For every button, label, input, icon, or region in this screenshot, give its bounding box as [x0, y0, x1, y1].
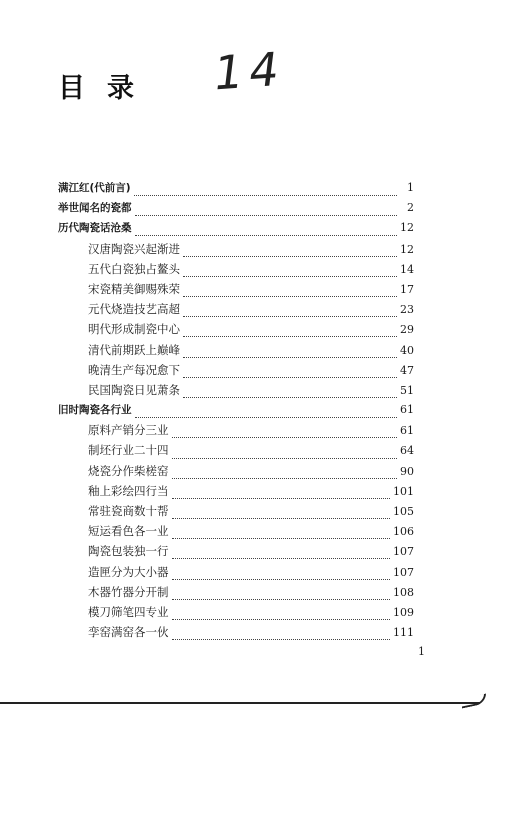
toc-entry-page: 105: [393, 505, 414, 518]
toc-section[interactable]: [58, 461, 414, 481]
toc-leader-dots: [183, 386, 397, 398]
toc-entry-page: 107: [393, 545, 414, 559]
toc-entry-page: 17: [400, 282, 414, 296]
toc-leader-dots: [183, 346, 397, 358]
toc-entry-title: 造匣分为大小器: [88, 564, 169, 579]
page-title: 目录: [58, 73, 156, 104]
toc-section[interactable]: [58, 360, 414, 380]
toc-leader-dots: [172, 426, 398, 438]
toc-section[interactable]: [58, 440, 414, 460]
toc-leader-dots: [172, 487, 391, 499]
toc-section[interactable]: [58, 299, 414, 319]
toc-entry-title: 孪窑满窑各一伙: [88, 625, 169, 640]
toc-entry-title: 原料产销分三业: [88, 423, 169, 438]
toc-entry-page: 106: [393, 525, 414, 539]
toc-entry-title: 满江红(代前言): [58, 182, 131, 194]
toc-section[interactable]: [58, 259, 414, 279]
toc-section[interactable]: [58, 582, 414, 602]
toc-entry-page: 64: [400, 444, 414, 458]
toc-entry-page: 47: [400, 363, 414, 377]
toc-section[interactable]: [58, 501, 414, 521]
toc-entry-page: 111: [393, 626, 414, 640]
toc-entry-page: 90: [400, 464, 414, 478]
toc-entry-page: 1: [407, 181, 414, 194]
toc-leader-dots: [135, 204, 398, 216]
toc-chapter[interactable]: [58, 178, 414, 198]
toc-section[interactable]: [58, 279, 414, 299]
toc-entry-title: 木器竹器分开制: [88, 584, 169, 599]
toc-leader-dots: [183, 245, 397, 257]
toc-leader-dots: [183, 305, 397, 317]
toc-entry-title: 晚清生产每况愈下: [88, 362, 180, 377]
toc-leader-dots: [135, 406, 398, 418]
toc-entry-page: 12: [400, 242, 414, 256]
toc-entry-page: 107: [393, 565, 414, 579]
toc-chapter[interactable]: [58, 400, 414, 420]
toc-entry-title: 元代烧造技艺高超: [88, 302, 180, 317]
handwritten-note: 14: [212, 41, 287, 101]
toc-leader-dots: [172, 608, 391, 620]
toc-leader-dots: [172, 547, 391, 559]
toc-entry-page: 61: [400, 424, 414, 438]
toc-entry-title: 常驻瓷商数十帮: [88, 504, 169, 518]
toc-leader-dots: [135, 224, 398, 236]
toc-entry-title: 明代形成制瓷中心: [88, 322, 180, 337]
toc-section[interactable]: [58, 319, 414, 339]
toc-entry-page: 101: [393, 484, 414, 498]
toc-entry-title: 模刀筛笔四专业: [88, 604, 169, 619]
toc-leader-dots: [134, 184, 397, 196]
toc-entry-page: 29: [400, 323, 414, 337]
toc-section[interactable]: [58, 239, 414, 259]
toc-section[interactable]: [58, 340, 414, 360]
toc-section[interactable]: [58, 622, 414, 642]
toc-leader-dots: [183, 366, 397, 378]
toc-leader-dots: [172, 588, 391, 600]
toc-entry-title: 陶瓷包装独一行: [88, 544, 169, 559]
toc-section[interactable]: [58, 562, 414, 582]
toc-leader-dots: [172, 568, 391, 580]
toc-entry-title: 民国陶瓷日见萧条: [88, 382, 180, 397]
toc-entry-page: 2: [407, 201, 414, 215]
toc-leader-dots: [183, 265, 397, 277]
toc-section[interactable]: [58, 541, 414, 561]
toc-leader-dots: [183, 285, 397, 297]
toc-entry-title: 旧时陶瓷各行业: [58, 404, 132, 417]
toc-entry-title: 釉上彩绘四行当: [88, 483, 169, 498]
toc-entry-title: 短运看色各一业: [88, 524, 169, 539]
toc-entry-title: 制坯行业二十四: [88, 443, 169, 458]
toc-entry-page: 14: [400, 262, 414, 276]
toc-leader-dots: [172, 628, 391, 640]
toc-section[interactable]: [58, 481, 414, 501]
bottom-rule: [0, 702, 480, 704]
toc-section[interactable]: [58, 380, 414, 400]
toc-entry-title: 宋瓷精美御赐殊荣: [88, 281, 180, 296]
table-of-contents: [58, 178, 414, 642]
page-number: 1: [418, 645, 425, 658]
toc-leader-dots: [183, 325, 397, 337]
toc-section[interactable]: [58, 521, 414, 541]
toc-entry-title: 五代白瓷独占鳌头: [88, 261, 180, 276]
toc-entry-title: 烧瓷分作柴槎窑: [88, 463, 169, 478]
toc-section[interactable]: [58, 602, 414, 622]
toc-entry-page: 108: [393, 585, 414, 599]
toc-section[interactable]: [58, 420, 414, 440]
toc-entry-page: 61: [400, 403, 414, 417]
toc-leader-dots: [172, 467, 398, 479]
toc-leader-dots: [172, 507, 391, 519]
toc-chapter[interactable]: [58, 198, 414, 218]
toc-leader-dots: [172, 447, 398, 459]
toc-entry-page: 40: [400, 343, 414, 357]
toc-chapter[interactable]: [58, 218, 414, 238]
toc-entry-title: 清代前期跃上巅峰: [88, 342, 180, 357]
toc-entry-page: 51: [400, 383, 414, 397]
bottom-rule-curl: [462, 693, 486, 708]
toc-entry-title: 汉唐陶瓷兴起渐进: [88, 241, 180, 256]
toc-entry-page: 23: [400, 303, 414, 317]
toc-entry-page: 109: [393, 605, 414, 619]
toc-entry-title: 历代陶瓷话沧桑: [58, 222, 132, 235]
toc-entry-page: 12: [400, 221, 414, 235]
toc-leader-dots: [172, 527, 391, 539]
toc-entry-title: 举世闻名的瓷都: [58, 202, 132, 215]
